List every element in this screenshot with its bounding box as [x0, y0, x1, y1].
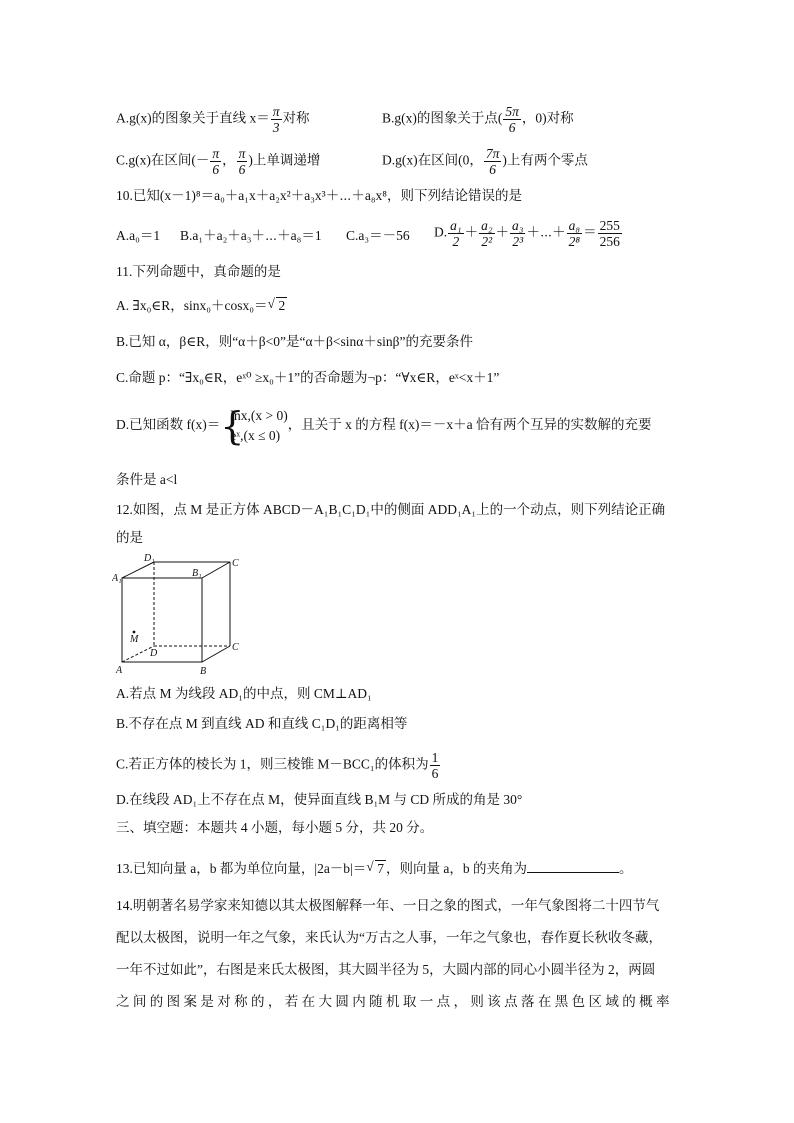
q9-b-post: ，0)对称: [521, 110, 574, 126]
q9-a-text: A.g(x)的图象关于直线 x＝: [116, 110, 270, 126]
q12-option-a: A.若点 M 为线段 AD₁的中点，则 CM⊥AD₁: [116, 686, 372, 701]
q12-c-fraction: [430, 750, 441, 781]
q12-c-text: C.若正方体的棱长为 1，则三棱锥 M－BCC₁的体积为: [116, 756, 429, 772]
cube-figure: [112, 552, 252, 682]
label-c: C: [232, 642, 239, 653]
q12-option-c: [116, 750, 441, 781]
q10-d-frac-8: [567, 218, 582, 249]
q9-c-fraction-1: [210, 146, 221, 177]
q13-radicand: 7: [377, 861, 385, 876]
q11-a-radicand: 2: [278, 298, 286, 313]
q9-b-fraction: [503, 104, 521, 135]
cube-front-face: [122, 578, 202, 662]
q12-c-den: 6: [431, 766, 439, 781]
q14-line-1: 14.明朝著名易学家来知德以其太极图解释一年、一日之象的图式，一年气象图将二十四节气: [116, 898, 660, 913]
q11-option-d: [116, 406, 651, 446]
label-d1: D₁: [144, 553, 155, 564]
q9-c-num2: π: [238, 146, 246, 161]
cube-edge-bc: [202, 646, 230, 662]
q10-d-d3: 2³: [512, 234, 524, 249]
q9-option-c: [116, 146, 320, 177]
q10-d-frac-2: [479, 218, 494, 249]
q9-d-den: 6: [489, 162, 496, 177]
q11-d-case1: lnx,(x > 0): [230, 408, 288, 423]
q10-d-frac-3: [510, 218, 525, 249]
q9-b-num: 5π: [505, 104, 519, 119]
label-a1: A₁: [112, 573, 122, 584]
q9-a-fraction: [271, 104, 282, 135]
q11-d-post: ，且关于 x 的方程 f(x)＝－x＋a 恰有两个互异的实数解的充要: [287, 417, 652, 433]
q9-c-num1: π: [212, 146, 220, 161]
q10-option-b: B.a₁＋a₂＋a₃＋⋯＋a₈＝1: [180, 228, 322, 243]
q10-d-frac-result: [598, 218, 622, 249]
q11-a-text: A. ∃x₀∈R，sinx₀＋cosx₀＝: [116, 298, 268, 313]
q13-end: 。: [619, 861, 633, 876]
label-m: M: [130, 634, 139, 645]
q10-option-c: C.a₃＝－56: [346, 228, 410, 243]
q14-line-4: 之 间 的 图 案 是 对 称 的 ， 若 在 大 圆 内 随 机 取 一 点 ， 则 该 点 落 在 黑 色 区 域 的 概 率: [116, 994, 670, 1009]
q14-line-3: 一年不过如此”，右图是来氏太极图，其大圆半径为 5，大圆内部的同心小圆半径为 2，两圆: [116, 962, 656, 977]
label-b: B: [200, 666, 207, 677]
q12-stem-2: 的是: [116, 530, 143, 545]
q9-a-post: 对称: [282, 110, 310, 126]
q11-option-c: C.命题 p：“∃x₀∈R，eˣ⁰ ≥x₀＋1”的否命题为¬p：“∀x∈R，eˣ<x＋1”: [116, 370, 500, 385]
q10-option-a: A.a₀＝1: [116, 228, 161, 243]
q9-c-post: )上单调递增: [248, 152, 321, 168]
q9-option-a: [116, 104, 310, 135]
q11-option-b: B.已知 α，β∈R，则“α＋β<0”是“α＋β<sinα＋sinβ”的充要条件: [116, 334, 473, 349]
q9-c-text: C.g(x)在区间(－: [116, 152, 210, 168]
q13-sqrt: √ 7: [366, 859, 385, 876]
q10-d-frac-1: [448, 218, 463, 249]
q10-d-n1: a₁: [450, 218, 462, 233]
q10-d-n8: a₈: [568, 218, 581, 233]
label-c1: C: [232, 558, 239, 569]
q10-option-d: D. $\frac{\text{a₁}}{2}$ ＋ $\frac{\text{a₂}}{\text{2²}}$ ＋ $\frac{\text{a₃}}{\text{2³}}$ ＋⋯＋ $\frac{\text{a₈}}{\text{2⁸}}$ ＝ $\frac{255}{256}$: [434, 218, 620, 249]
q9-option-d: [382, 146, 588, 177]
q9-c-den2: 6: [238, 162, 246, 177]
q10-d-n2: a₂: [481, 218, 493, 233]
q10-d-rn: 255: [599, 218, 620, 233]
label-d: D: [150, 648, 158, 659]
q11-d-piecewise: { lnx,(x > 0) eˣ,(x ≤ 0): [220, 404, 288, 448]
q13-line: [116, 858, 633, 879]
q9-a-num: π: [272, 104, 280, 119]
q12-stem-1: 12.如图，点 M 是正方体 ABCD－A₁B₁C₁D₁中的侧面 ADD₁A₁上的一个动点，则下列结论正确: [116, 502, 666, 517]
q9-b-den: 6: [508, 120, 516, 135]
q9-a-den: 3: [272, 120, 280, 135]
q9-option-b: [382, 104, 574, 135]
q11-a-sqrt: √ 2: [267, 296, 286, 313]
q14-line-2: 配以太极图，说明一年之气象，来氏认为“万古之人事，一年之气象也，春作夏长秋收冬藏，: [116, 930, 662, 945]
cube-point-m: [133, 631, 136, 634]
label-b1: B₁: [192, 568, 202, 579]
q11-stem: 11.下列命题中，真命题的是: [116, 264, 281, 279]
q11-d-text: D.已知函数 f(x)＝: [116, 417, 221, 433]
q11-d-case2: eˣ,(x ≤ 0): [230, 428, 281, 443]
cube-edge-b1c1: [202, 562, 230, 578]
q13-post: ，则向量 a，b 的夹角为: [386, 861, 528, 876]
q10-d-d1: 2: [452, 234, 460, 249]
label-a: A: [116, 665, 123, 676]
q9-c-den1: 6: [212, 162, 220, 177]
q10-d-d8: 2⁸: [568, 234, 581, 249]
section-3-heading: 三、填空题：本题共 4 小题，每小题 5 分，共 20 分。: [116, 820, 434, 835]
q11-option-d-cont: 条件是 a<l: [116, 472, 178, 487]
q12-c-num: 1: [431, 750, 439, 765]
q9-b-text: B.g(x)的图象关于点(: [382, 110, 503, 126]
q11-option-a: [116, 296, 287, 316]
q9-c-mid: ，: [222, 152, 236, 168]
q10-d-n3: a₃: [512, 218, 524, 233]
q9-d-text: D.g(x)在区间(0，: [382, 152, 483, 168]
q9-d-num: 7π: [485, 146, 500, 161]
q10-d-rd: 256: [599, 234, 620, 249]
q9-d-fraction: [484, 146, 502, 177]
q9-c-fraction-2: [237, 146, 248, 177]
q13-answer-blank[interactable]: [527, 858, 619, 873]
cube-edge-a1d1: [122, 562, 154, 578]
q12-option-b: B.不存在点 M 到直线 AD 和直线 C₁D₁的距离相等: [116, 716, 408, 731]
q10-d-d2: 2²: [481, 234, 493, 249]
q10-d-label: D.: [434, 224, 448, 240]
q12-option-d: D.在线段 AD₁上不存在点 M，使异面直线 B₁M 与 CD 所成的角是 30°: [116, 792, 523, 807]
q10-stem: 10.已知(x－1)⁸＝a₀＋a₁x＋a₂x²＋a₃x³＋⋯＋a₈x⁸，则下列结论错误的是: [116, 188, 523, 203]
q9-d-post: )上有两个零点: [502, 152, 588, 168]
q13-text: 13.已知向量 a，b 都为单位向量，|2a－b|＝: [116, 861, 367, 876]
